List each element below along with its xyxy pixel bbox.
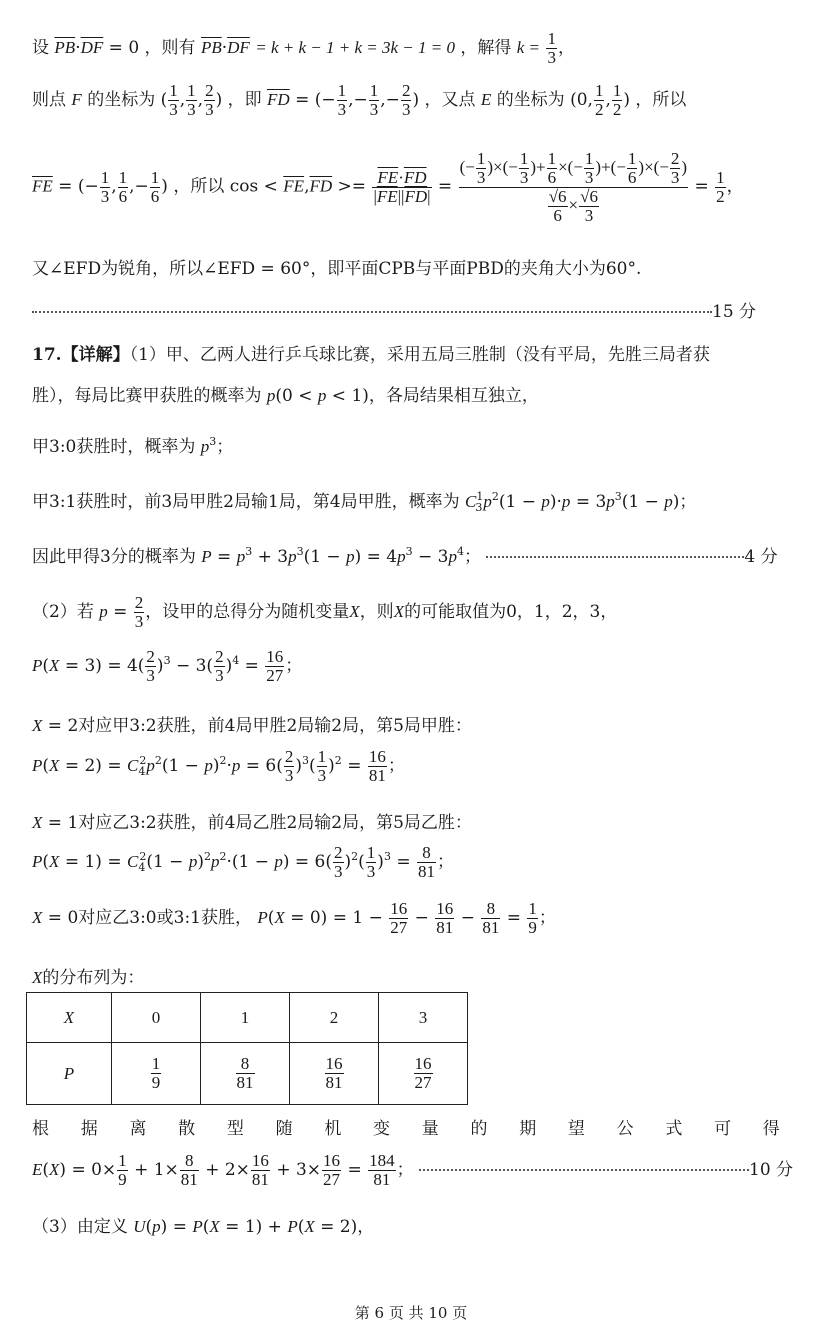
line-2: 则点 F 的坐标为 ( $\frac{1}{3}$ , $\frac{1}{3}$ , $\frac{2}{3}$ ) ，即 $\overline{FD}$ = (− $\frac{1}{3}$ ,− $\frac{1}{3}$ ,− $\frac{2}{3}$ ) ，又点 E 的坐标为 (0, $\frac{1}{2}$ , $\frac{1}{2}$ ) ，所以 bbox=[32, 81, 687, 119]
text: 则点 bbox=[32, 89, 66, 110]
line-3: $\overline{FE}$ = (− $\frac{1}{3}$ , $\frac{1}{6}$ ,− $\frac{1}{6}$ ) ，所以 $\cos < \overline{FE},\overline{FD}$ >= $\frac{\overline{FE}\cdot\overline{FD}}{|\overline{FE}||\overline{FD}|}$ = (− $\frac{1}{3}$ )×(− $\frac{1}{3}$ )+ $\frac{1}{6}$ ×(− $\frac{1}{3}$ )+(− $\frac{1}{6}$ )×(− $\frac{2}{3}$ ) $\frac{√6}{6}$ × $\frac{√6}{3}$ = $\frac{1}{2}$ ， bbox=[32, 149, 744, 225]
q17-part2-line-7: X = 0对应乙3:0或3:1获胜， P(X = 0) = 1 − $\frac{16}{27}$ − $\frac{16}{81}$ − $\frac{8}{81}$ = $\frac{1}{9}$ ； bbox=[32, 899, 556, 937]
text: ，则 bbox=[359, 601, 394, 622]
q17-part2-line-4: $P(X = 2) = C_4^2p^2(1 - p)^2\cdot p = 6$( $\frac{2}{3}$ )$^3$( $\frac{1}{3}$ )$^2$ = $\frac{16}{81}$ ； bbox=[32, 747, 405, 785]
numerator: 8 bbox=[236, 1055, 255, 1074]
text: （2）若 bbox=[32, 601, 94, 622]
text: ，所以 bbox=[173, 176, 225, 197]
score: 4 分 bbox=[744, 547, 778, 567]
char: 根 bbox=[32, 1119, 49, 1139]
text: （1）甲、乙两人进行乒乓球比赛，采用五局三胜制（没有平局，先胜三局者获 bbox=[129, 345, 710, 365]
char: 的 bbox=[470, 1119, 488, 1139]
score: 15 分 bbox=[712, 302, 757, 322]
numerator: 16 bbox=[414, 1054, 432, 1074]
numerator: 1 bbox=[151, 1054, 161, 1074]
char: 期 bbox=[519, 1119, 537, 1139]
q17-part2-expectation: E(X) = 0× $\frac{1}{9}$ + 1× $\frac{8}{81}$ + 2× $\frac{16}{81}$ + 3× $\frac{16}{27}$ = $\frac{184}{81}$ ； 10 分 bbox=[32, 1151, 794, 1189]
line-1: 设 $\overline{PB}\cdot\overline{DF} = 0$ ，则有 $\overline{PB}\cdot\overline{DF} = k + k - 1 + k = 3k - 1 = 0$ ，解得 k = $\frac{1}{3}$ ， bbox=[32, 29, 575, 67]
table-cell: X bbox=[27, 993, 112, 1043]
text: ，即 bbox=[227, 89, 262, 110]
table-row bbox=[27, 1043, 468, 1105]
denominator: 27 bbox=[414, 1073, 432, 1092]
char: 得 bbox=[762, 1119, 780, 1139]
distribution-table bbox=[26, 992, 468, 1105]
text: （3）由定义 bbox=[32, 1217, 128, 1237]
char: 变 bbox=[373, 1119, 391, 1139]
denominator: 81 bbox=[325, 1073, 343, 1092]
question-number: 17.【详解】 bbox=[32, 345, 130, 365]
table-cell: 1 bbox=[201, 993, 290, 1043]
line-4: 又∠EFD为锐角，所以∠EFD = 60°，即平面CPB与平面PBD的夹角大小为60°. bbox=[32, 259, 642, 279]
text: ，各局结果相互独立， bbox=[368, 386, 539, 406]
denominator: 81 bbox=[236, 1073, 254, 1092]
table-cell bbox=[201, 1043, 290, 1105]
q17-line-3: 甲3:0获胜时，概率为 $p^3$； bbox=[32, 435, 234, 457]
table-cell bbox=[379, 1043, 468, 1105]
score-line-15 bbox=[32, 297, 780, 322]
text: 的可能取值为0，1，2，3， bbox=[404, 601, 618, 622]
char: 可 bbox=[714, 1119, 732, 1139]
text: 的分布列为： bbox=[42, 968, 145, 988]
text: ，又点 bbox=[424, 89, 476, 110]
table-cell bbox=[290, 1043, 379, 1105]
text: ，解得 bbox=[460, 37, 512, 58]
numerator: 16 bbox=[325, 1054, 343, 1074]
char: 望 bbox=[567, 1119, 585, 1139]
q17-line-1 bbox=[32, 340, 710, 365]
text: 对应乙3:0或3:1获胜， bbox=[78, 907, 252, 928]
char: 型 bbox=[226, 1119, 244, 1139]
table-cell: P bbox=[27, 1043, 112, 1105]
table-cell: 3 bbox=[379, 993, 468, 1043]
text: 设 bbox=[32, 37, 49, 58]
q17-part2-line-5: X = 1对应乙3:2获胜，前4局乙胜2局输2局，第5局乙胜： bbox=[32, 813, 472, 833]
q17-part2-line-8: X的分布列为： bbox=[32, 968, 145, 988]
score: 10 分 bbox=[749, 1159, 794, 1180]
q17-part2-line-6: $P(X = 1) = C_4^2(1 - p)^2p^2\cdot(1 - p) = 6$( $\frac{2}{3}$ )$^2$( $\frac{1}{3}$ )$^3$ = $\frac{8}{81}$ ； bbox=[32, 843, 454, 881]
q17-part2-line-9 bbox=[32, 1114, 780, 1139]
char: 量 bbox=[421, 1119, 439, 1139]
text: 因此甲得3分的概率为 bbox=[32, 547, 196, 567]
table-cell bbox=[112, 1043, 201, 1105]
char: 机 bbox=[324, 1119, 342, 1139]
text: 胜），每局比赛甲获胜的概率为 bbox=[32, 386, 262, 406]
char: 式 bbox=[665, 1119, 683, 1139]
text: 的坐标为 bbox=[496, 89, 565, 110]
q17-line-2: 胜），每局比赛甲获胜的概率为 p(0 < p < 1)，各局结果相互独立， bbox=[32, 386, 539, 406]
char: 随 bbox=[275, 1119, 293, 1139]
q17-part2-line-3: X = 2对应甲3:2获胜，前4局甲胜2局输2局，第5局甲胜： bbox=[32, 716, 472, 736]
text: 对应甲3:2获胜，前4局甲胜2局输2局，第5局甲胜： bbox=[78, 716, 472, 736]
q17-part2-line-2: P(X = 3) = 4( $\frac{2}{3}$ )$^3$ − 3( $\frac{2}{3}$ )$^4$ = $\frac{16}{27}$ ； bbox=[32, 647, 303, 685]
text: 甲3:1获胜时，前3局甲胜2局输1局，第4局甲胜，概率为 bbox=[32, 492, 460, 512]
denominator: 9 bbox=[151, 1073, 161, 1092]
page-footer: 第 6 页 共 10 页 bbox=[354, 1304, 468, 1322]
q17-part3-line-1: （3）由定义 U(p) = P(X = 1) + P(X = 2)， bbox=[32, 1217, 375, 1237]
char: 公 bbox=[616, 1119, 634, 1139]
text: ，则有 bbox=[144, 37, 196, 58]
table-cell: 0 bbox=[112, 993, 201, 1043]
table-row bbox=[27, 993, 468, 1043]
char: 据 bbox=[80, 1119, 98, 1139]
text: 对应乙3:2获胜，前4局乙胜2局输2局，第5局乙胜： bbox=[78, 813, 472, 833]
text: ，设甲的总得分为随机变量 bbox=[145, 601, 350, 622]
q17-part2-line-1: （2）若 p = $\frac{2}{3}$ ，设甲的总得分为随机变量X，则X的可能取值为0，1，2，3， bbox=[32, 593, 618, 631]
q17-line-4: 甲3:1获胜时，前3局甲胜2局输1局，第4局甲胜，概率为 $C_3^1p^2(1 - p)\cdot p = 3p^3(1 - p)$； bbox=[32, 490, 697, 514]
table-cell: 2 bbox=[290, 993, 379, 1043]
char: 散 bbox=[178, 1119, 196, 1139]
q17-line-5: 因此甲得3分的概率为 $P = p^3 + 3p^3(1 - p) = 4p^3 - 3p^4$； 4 分 bbox=[32, 545, 778, 567]
text: 的坐标为 bbox=[87, 89, 156, 110]
char: 离 bbox=[129, 1119, 147, 1139]
text: 甲3:0获胜时，概率为 bbox=[32, 437, 196, 457]
text: ，所以 bbox=[635, 89, 687, 110]
